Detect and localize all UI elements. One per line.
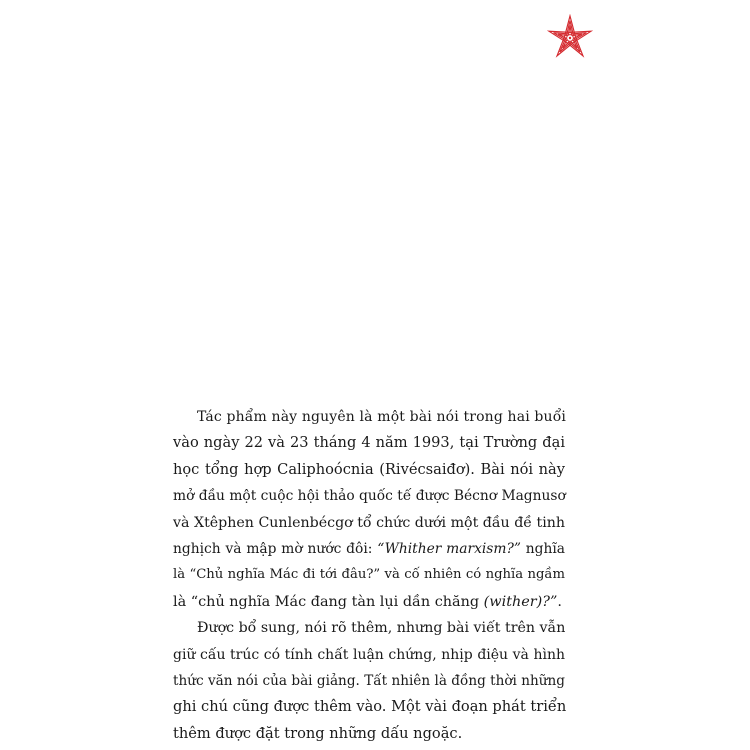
- text-line: thêm được đặt trong những dấu ngoặc.: [173, 724, 463, 742]
- text-line: ghi chú cũng được thêm vào. Một vài đoạn phát triển: [173, 698, 567, 716]
- italic-quote: (wither)?”: [483, 593, 558, 610]
- text-line: là “Chủ nghĩa Mác đi tới đâu?” và cố nhiên có nghĩa ngầm: [173, 567, 565, 583]
- text-fragment: nghịch và mập mờ nước đôi:: [173, 541, 378, 558]
- text-line: Tác phẩm này nguyên là một bài nói trong hai buổi: [197, 409, 567, 425]
- text-fragment: là “chủ nghĩa Mác đang tàn lụi dần chăng: [173, 593, 484, 610]
- text-line: giữ cấu trúc có tính chất luận chứng, nhịp điệu và hình: [173, 646, 565, 663]
- text-line: học tổng hợp Caliphoócnia (Rivécsaiđơ). Bài nói này: [173, 460, 565, 478]
- text-line: vào ngày 22 và 23 tháng 4 năm 1993, tại Trường đại: [173, 434, 565, 452]
- text-line: [173, 589, 565, 615]
- text-line: Được bổ sung, nói rõ thêm, nhưng bài viết trên vẫn: [197, 620, 566, 637]
- preface-text: [173, 404, 565, 747]
- text-fragment: nghĩa: [520, 541, 565, 558]
- text-line: và Xtêphen Cunlenbécgơ tổ chức dưới một đầu đề tinh: [173, 514, 566, 531]
- text-fragment: .: [557, 593, 562, 610]
- text-line: thức văn nói của bài giảng. Tất nhiên là đồng thời những: [173, 673, 565, 690]
- paragraph-1: [173, 404, 565, 615]
- italic-quote: “Whither marxism?”: [377, 541, 521, 558]
- text-line: [173, 536, 565, 562]
- text-line: mở đầu một cuộc hội thảo quốc tế được Bécnơ Magnusơ: [173, 488, 566, 505]
- paragraph-2: [173, 615, 565, 747]
- publisher-star-emblem-icon: [546, 14, 594, 62]
